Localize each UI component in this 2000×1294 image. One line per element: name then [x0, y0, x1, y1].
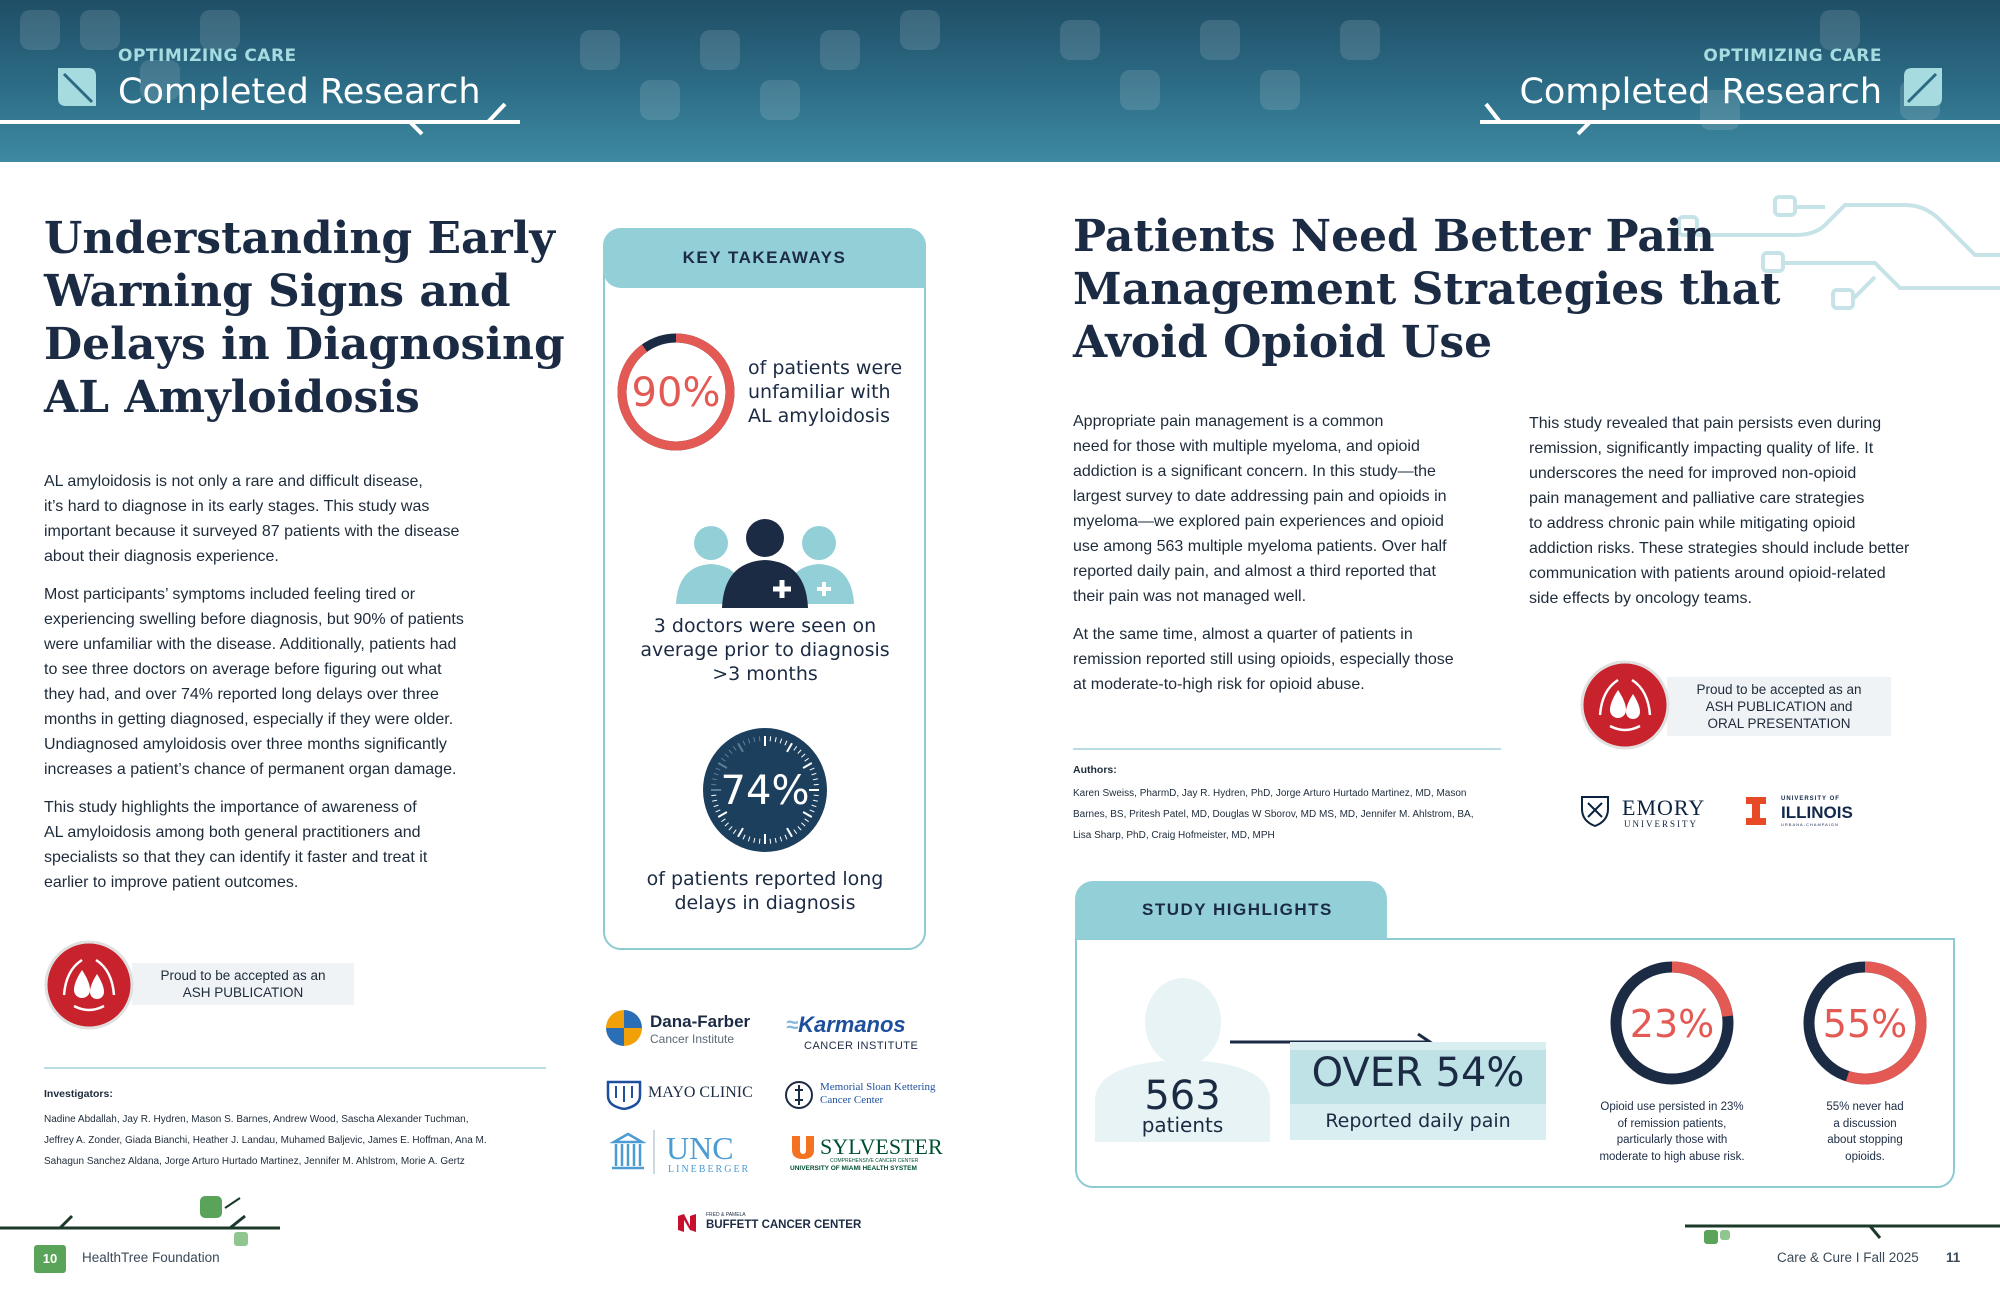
sylvester-logo: SYLVESTER COMPREHENSIVE CANCER CENTER UNIVERSITY OF MIAMI HEALTH SYSTEM	[790, 1134, 943, 1172]
title-line: Delays in Diagnosing	[44, 319, 565, 370]
stat-clock-74	[703, 728, 827, 852]
doctors-caption: 3 doctors were seen on average prior to diagnosis >3 months	[640, 615, 890, 685]
clock-tick	[814, 784, 819, 785]
patients-count: 563	[1144, 1073, 1221, 1119]
title-line: Patients Need Better Pain	[1073, 211, 1715, 262]
investigators-title: Investigators:	[44, 1088, 113, 1100]
stat-74-value: 74%	[720, 768, 810, 814]
paragraph: This study highlights the importance of awareness of AL amyloidosis among both general practitioners and specialists so that they can identify it faster and treat it earlier to improve patient outcomes.	[44, 799, 428, 891]
authors-list: Karen Sweiss, PharmD, Jay R. Hydren, PhD, Jorge Arturo Hurtado Martinez, MD, Mason Barnes, BS, Pritesh Patel, MD, Douglas W Sborov, MD MS, MD, Jennifer M. Ahlstrom, BA, Lisa Sharp, PhD, Craig Hofmeister, MD, MPH	[1073, 788, 1474, 841]
emory-shield-icon	[1580, 795, 1610, 827]
left-article-title	[44, 212, 565, 424]
block-i-icon	[1745, 796, 1767, 826]
title-line: Management Strategies that	[1073, 264, 1781, 315]
footer-publisher: HealthTree Foundation	[82, 1250, 220, 1265]
ash-badge-label: Proud to be accepted as an ASH PUBLICATION	[132, 963, 354, 1005]
stat-74-caption: of patients reported long delays in diagnosis	[646, 868, 884, 914]
right-article-col2	[1529, 411, 1979, 624]
divider	[1073, 748, 1501, 750]
over-54-value: OVER 54%	[1311, 1050, 1525, 1096]
paragraph: Most participants’ symptoms included feeling tired or experiencing swelling before diagnosis, but 90% of patients were unfamiliar with the disease. Additionally, patients had to see three doctors on average before figuring out what they had, and over 74% reported long delays over three months in getting diagnosed, especially if they were older. Undiagnosed amyloidosis over three months significantly increases a patient’s chance of permanent organ damage.	[44, 586, 464, 778]
buffett-cancer-center-logo: FRED & PAMELA BUFFETT CANCER CENTER	[676, 1210, 856, 1236]
mayo-clinic-logo: MAYO CLINIC	[606, 1078, 756, 1110]
unc-column-icon	[610, 1132, 646, 1172]
header-banner	[0, 0, 2000, 162]
footer-branch-right	[1680, 1212, 2000, 1252]
clock-tick	[759, 736, 760, 741]
title-line: AL Amyloidosis	[44, 372, 420, 423]
u-mark-icon	[790, 1134, 816, 1160]
patients-label: patients	[1141, 1113, 1224, 1137]
stat-ring-55	[1802, 960, 1928, 1086]
dana-farber-mark	[606, 1010, 642, 1046]
header-kicker: OPTIMIZING CARE	[118, 46, 297, 66]
header-title: Completed Research	[118, 72, 481, 112]
stat-55-caption: 55% never had a discussion about stopping opioids.	[1826, 1101, 1904, 1163]
clock-tick	[711, 795, 716, 796]
stat-ring-23	[1609, 960, 1735, 1086]
title-line: Understanding Early	[44, 213, 555, 264]
clock-tick	[770, 839, 771, 844]
stat-ring-90	[614, 330, 738, 454]
clock-tick	[770, 736, 771, 741]
clock-tick	[814, 795, 819, 796]
emory-logo: EMORY UNIVERSITY	[1580, 795, 1740, 831]
stat-90-value: 90%	[631, 370, 721, 416]
right-article-title	[1073, 210, 1780, 369]
study-highlights-title: STUDY HIGHLIGHTS	[1075, 881, 1387, 939]
leaf-icon	[54, 64, 100, 110]
paragraph: Appropriate pain management is a common need for those with multiple myeloma, and opioid addiction is a significant concern. In this study—the largest survey to date addressing pain and opioids in myeloma—we explored pain experiences and opioid use among 563 multiple myeloma patients. Over half reported daily pain, and almost a third reported that their pain was not managed well.	[1073, 413, 1447, 605]
leaf-icon	[1900, 64, 1946, 110]
over-54-label: Reported daily pain	[1325, 1110, 1511, 1132]
msk-emblem-icon	[784, 1080, 814, 1110]
footer-branch-left	[0, 1190, 290, 1250]
footer-issue: Care & Cure I Fall 2025	[1777, 1250, 1919, 1265]
stat-23-caption: Opioid use persisted in 23% of remission patients, particularly those with moderate to high abuse risk.	[1599, 1101, 1745, 1163]
paragraph: At the same time, almost a quarter of patients in remission reported still using opioids, especially those at moderate-to-high risk for opioid abuse.	[1073, 626, 1454, 693]
n-mark-icon	[676, 1212, 698, 1234]
header-right	[1519, 46, 1882, 112]
ash-badge-icon	[1580, 660, 1670, 750]
ash-badge-label: Proud to be accepted as an ASH PUBLICATION and ORAL PRESENTATION	[1667, 677, 1891, 736]
unc-lineberger-logo: UNC LINEBERGER	[610, 1130, 760, 1176]
key-takeaways-title: KEY TAKEAWAYS	[603, 228, 926, 288]
header-title: Completed Research	[1519, 72, 1882, 112]
right-article-col1	[1073, 409, 1513, 710]
header-left	[118, 46, 481, 112]
illinois-logo: UNIVERSITY OF ILLINOIS URBANA-CHAMPAIGN	[1745, 796, 1875, 830]
page-number-left: 10	[34, 1245, 66, 1273]
doctors-icon	[674, 518, 856, 608]
clock-tick	[759, 839, 760, 844]
msk-logo: Memorial Sloan Kettering Cancer Center	[784, 1078, 944, 1112]
title-line: Avoid Opioid Use	[1073, 317, 1493, 368]
karmanos-logo: ≈Karmanos CANCER INSTITUTE	[786, 1012, 919, 1052]
clock-tick	[711, 784, 716, 785]
paragraph: This study revealed that pain persists even during remission, significantly impacting quality of life. It underscores the need for improved non-opioid pain management and palliative care strategies to address chronic pain while mitigating opioid addiction risks. These strategies should include better communication with patients around opioid-related side effects by oncology teams.	[1529, 415, 1910, 607]
title-line: Warning Signs and	[44, 266, 511, 317]
left-article-body	[44, 469, 544, 908]
authors-title: Authors:	[1073, 764, 1117, 776]
mayo-shield-icon	[606, 1080, 642, 1110]
dana-farber-logo: Dana-Farber Cancer Institute	[606, 1010, 756, 1050]
over-54-panel	[1290, 1042, 1546, 1140]
stat-55-value: 55%	[1822, 1002, 1908, 1046]
stat-23-value: 23%	[1629, 1002, 1715, 1046]
paragraph: AL amyloidosis is not only a rare and difficult disease, it’s hard to diagnose in its early stages. This study was important because it surveyed 87 patients with the disease about their diagnosis experience.	[44, 473, 460, 565]
page-number-right: 11	[1946, 1250, 1961, 1265]
ash-badge-icon	[44, 940, 134, 1030]
stat-90-caption: of patients were unfamiliar with AL amyloidosis	[748, 357, 903, 427]
header-kicker: OPTIMIZING CARE	[1703, 46, 1882, 66]
divider	[44, 1067, 546, 1069]
investigators-list: Nadine Abdallah, Jay R. Hydren, Mason S. Barnes, Andrew Wood, Sascha Alexander Tuchman, Jeffrey A. Zonder, Giada Bianchi, Heather J. Landau, Muhamed Baljevic, James E. Hoffman, Ana M. Sahagun Sanchez Aldana, Jorge Arturo Hurtado Martinez, Jennifer M. Ahlstrom, Morie A. Gertz	[44, 1114, 487, 1167]
